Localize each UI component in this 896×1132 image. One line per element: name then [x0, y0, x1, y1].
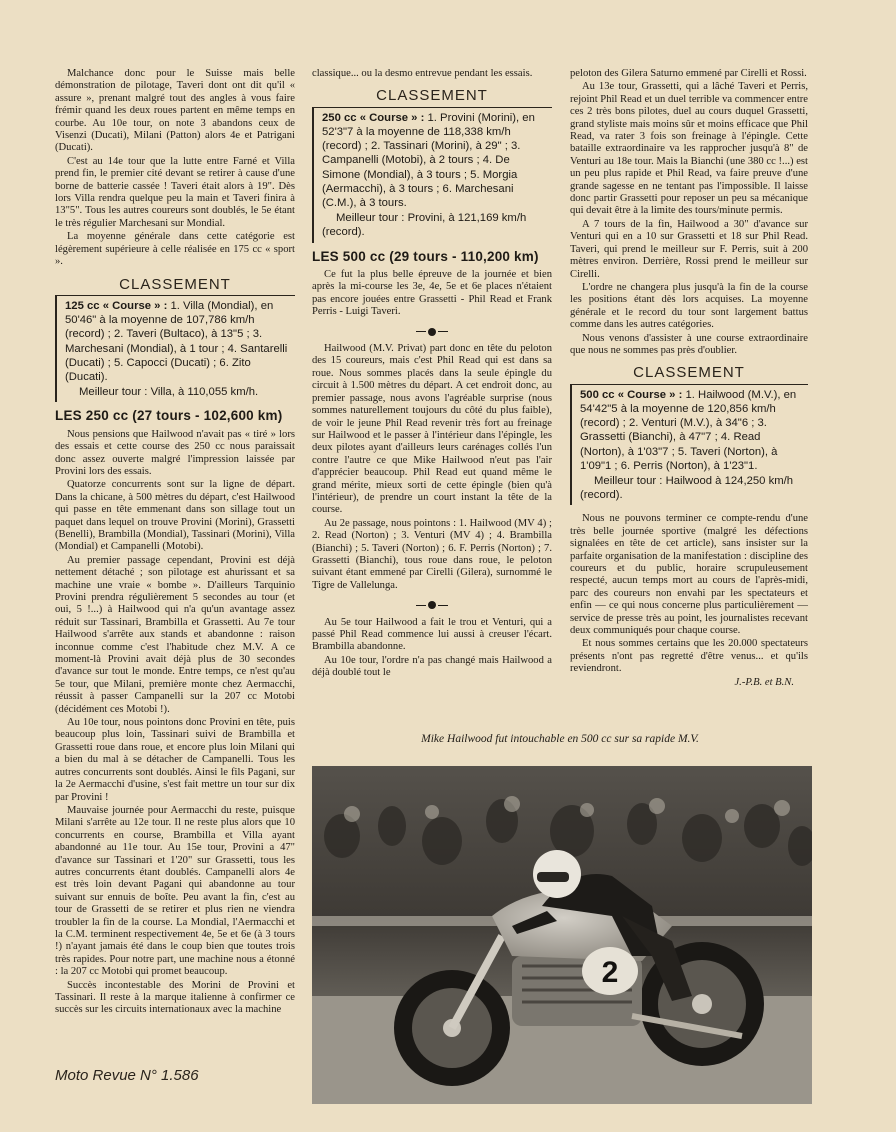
paragraph: Et nous sommes certains que les 20.000 spectateurs présents n'ont pas regretté d'être venus... et qu'ils reviendront. — [570, 638, 808, 675]
paragraph: Au 10e tour, l'ordre n'a pas changé mais Hailwood a déjà doublé tout le — [312, 654, 552, 679]
separator-ornament — [312, 598, 552, 610]
best-lap: Meilleur tour : Villa, à 110,055 km/h. — [79, 386, 259, 399]
result-text: 1. Hailwood (M.V.), en 54'42"5 à la moyenne de 120,856 km/h (record) ; 2. Venturi (M.V.), à 34"6 ; 3. Grassetti (Bianchi), à 47"7 ; 4. Read (Norton), à 1'03"7 ; 5. Taveri (Norton), à 1'09"1 ; 6. Perris (Norton), à 1'23"1. — [580, 388, 797, 472]
paragraph: classique... ou la desmo entrevue pendant les essais. — [312, 68, 533, 79]
photo-caption: Mike Hailwood fut intouchable en 500 cc sur sa rapide M.V. — [421, 733, 699, 745]
column-middle — [312, 68, 552, 681]
paragraph: Ce fut la plus belle épreuve de la journée et bien après la mi-course les 3e, 4e, 5e et 6e places n'étaient pas encore jouées entre Grassetti - Phil Read et Frank Perris - Luigi Taveri. — [312, 269, 552, 318]
section-title-250: LES 250 cc (27 tours - 102,600 km) — [55, 408, 283, 424]
author-signature: J.-P.B. et B.N. — [734, 676, 794, 688]
race-photo — [312, 766, 812, 1104]
result-title: 250 cc « Course » : — [322, 111, 425, 124]
results-500cc — [570, 384, 808, 506]
paragraph: Succès incontestable des Morini de Provini et Tassinari. Il reste à la marque italienne à confirmer ce succès sur les circuits internationaux avec la machine — [55, 979, 295, 1016]
paragraph: Nous venons d'assister à une course extraordinaire que nous ne sommes pas près d'oublier. — [570, 332, 808, 356]
race-number: 2 — [601, 956, 619, 989]
paragraph: Nous pensions que Hailwood n'avait pas « tiré » lors des essais et cette course des 250 cc nous paraissait donc assez ouverte malgré l'impression laissée par Provini lors des essais. — [55, 428, 295, 477]
paragraph: Mauvaise journée pour Aermacchi du reste, puisque Milani s'arrête au 12e tour. Il ne reste plus alors que 10 concurrents en course, Brambilla et Villa ayant abandonné au 11e tour. Au 15e tour, Provini a 47" d'avance sur Tassinari et 1'20" sur Grassetti, tous les autres concurrents étant doublés. Campanelli alors 4e est très loin devant Pagani qui abandonne au tour suivant sur ennuis de boîte. Peu avant la fin, c'est au tour de Grassetti de se retirer et plus rien ne viendra troubler la fin de la course. La Mondial, l'Aermacchi et la C.M. terminent respectivement 4e, 5e et 6e (à 3 tours !) n'ayant jamais été dans le coup bien que toutes trois très rapides. Pour notre part, une machine nous a étonné : la 207 cc Motobi qui promet beaucoup. — [55, 804, 295, 978]
page-footer: Moto Revue N° 1.586 — [55, 1067, 199, 1084]
paragraph: Au 5e tour Hailwood a fait le trou et Venturi, qui a passé Phil Read commence lui aussi à creuser l'écart. Brambilla abandonne. — [312, 616, 552, 653]
result-title: 125 cc « Course » : — [65, 299, 168, 312]
classement-heading: CLASSEMENT — [376, 87, 488, 105]
result-title: 500 cc « Course » : — [580, 388, 683, 401]
paragraph: Au premier passage cependant, Provini est déjà nettement détaché ; son pilotage est ahurissant et sa machine une vraie « bombe ». D'ailleurs Tarquinio Provini prendra régulièrement 5 secondes au tour (et oui, 5 !...) à Hailwood qui n'a qu'un avantage assez réduit sur Tassinari, Brambilla et Grassetti. Au 7e tour Hailwood s'arrête aux stands et abandonne : raison inconnue comme c'est l'habitude chez M.V. A ce moment-là Provini avait déjà plus de 30 secondes d'avance sur tout le monde. Entre temps, ce n'est qu'au 5e tour, que Milani, première monte chez Aermacchi, réussit à passer Campanelli sur la 207 cc Motobi (décidément ces Motobi !). — [55, 554, 295, 715]
classement-heading: CLASSEMENT — [119, 275, 231, 293]
paragraph: Malchance donc pour le Suisse mais belle démonstration de pilotage, Taveri dont ont dit qu'il « assure », prenant malgré tout des angles à vous faire frémir quand les deux roues partent en même temps en courbe. Au 10e tour, on note 3 abandons ceux de Visenzi (Ducati), Milani (Patton) alors 4e et Patrigani (Ducati). — [55, 68, 295, 154]
paragraph: C'est au 14e tour que la lutte entre Farné et Villa prend fin, le premier cité devant se retirer à cause d'une borne de batterie cassée ! Taveri était alors à 19". Dès lors Villa rendra quelque peu la main et Taveri finira à 13"5". Tous les autres coureurs sont doublés, le 5e étant le très régulier Marchesani sur Mondial. — [55, 155, 295, 229]
best-lap: Meilleur tour : Provini, à 121,169 km/h (record). — [322, 212, 527, 239]
results-125cc — [55, 295, 295, 402]
best-lap: Meilleur tour : Hailwood à 124,250 km/h (record). — [580, 474, 794, 502]
paragraph: peloton des Gilera Saturno emmené par Cirelli et Rossi. — [570, 68, 807, 79]
result-text: 1. Provini (Morini), en 52'3"7 à la moyenne de 118,338 km/h (record) ; 2. Tassinari (Morini), à 29" ; 3. Campanelli (Motobi), à 2 tours ; 4. De Simone (Mondial), à 3 tours ; 5. Morgia (Aermacchi), à 3 tours ; 6. Marchesani (C.M.), à 3 tours. — [322, 111, 535, 210]
motorcycle-racer-image — [312, 766, 812, 1104]
column-right — [570, 68, 808, 689]
paragraph: Au 2e passage, nous pointons : 1. Hailwood (MV 4) ; 2. Read (Norton) ; 3. Venturi (MV 4) ; 4. Brambilla (Bianchi) ; 5. Taveri (Norton) ; 6. F. Perris (Norton) ; 7. Grassetti (Bianchi), tous roue dans roue, le peloton suivant étant emmené par Cirelli (Gilera), surnommé le Tigre de Vallelunga. — [312, 517, 552, 591]
results-250cc — [312, 107, 552, 243]
paragraph: L'ordre ne changera plus jusqu'à la fin de la course les positions étant dès lors acquises. La moyenne générale et le record du tour sont largement battus comme dans les autres catégories. — [570, 281, 808, 331]
column-left — [55, 68, 295, 1018]
separator-ornament — [312, 325, 552, 337]
paragraph: Au 13e tour, Grassetti, qui a lâché Taveri et Perris, rejoint Phil Read et un duel terrible va commencer entre ces 2 très bons pilotes, duel au cours duquel Grassetti, grand styliste mais moins sûr et moins efficace que Phil Read, va rater 3 fois son freinage à l'épingle. Cette bataille extraordinaire va les rapprocher jusqu'à 8" de Venturi au 18e tour. Mais la Bianchi (une 380 cc !...) est un peu plus rapide et Phil Read, va faire preuve d'une grande sagesse en ne tentant pas l'impossible. Il laisse donc partir Grassetti pour reposer un peu sa mécanique qui devait être à la limite des tours/minute permis. — [570, 81, 808, 217]
paragraph: Quatorze concurrents sont sur la ligne de départ. Dans la chicane, à 500 mètres du départ, c'est Hailwood qui passe en tête emmenant dans son sillage tout un paquet dans lequel on trouve Provini (Morini), Grassetti (Benelli), Brambilla (Mondial), Tassinari (Morini), Villa (Mondial) et Campanelli (Motobi). — [55, 479, 295, 553]
paragraph: A 7 tours de la fin, Hailwood a 30" d'avance sur Venturi qui en a 10 sur Grassetti et 18 sur Phil Read. Taveri, qui prend le meilleur sur F. Perris, suit à 200 mètres environ. Derrière, Rossi prend le meilleur sur Cirelli. — [570, 218, 808, 280]
paragraph: Hailwood (M.V. Privat) part donc en tête du peloton des 15 coureurs, mais c'est Phil Read qui est dans sa roue. Nous sommes placés dans la seule épingle du circuit à 1.500 mètres du départ. A cet endroit donc, au premier passage, nous avons l'agréable surprise (nous sommes naturellement toujours du côté du plus faible), de voir le jeune Phil Read revenir très fort au freinage sur Hailwood et le passer à l'intérieur dans l'épingle, les deux pilotes ayant d'ailleurs leurs carénages collés l'un contre l'autre ce que Mike Hailwood n'eut pas l'air d'apprécier beaucoup. Phil Read eut quand même le grand mérite, mieux sorti de cette épingle (bien qu'à l'intérieur), de prendre un court instant la tête de la course. — [312, 343, 552, 516]
section-title-500: LES 500 cc (29 tours - 110,200 km) — [312, 248, 539, 264]
paragraph: La moyenne générale dans cette catégorie est légèrement supérieure à celle réalisée en 175 cc « sport ». — [55, 231, 295, 268]
paragraph: Nous ne pouvons terminer ce compte-rendu d'une très belle journée sportive (malgré les défections signalées en tête de cet article), sans insister sur la parfaite organisation de la manifestation : discipline des coureurs et du public, horaire scrupuleusement respecté, aucun temps mort au cours de l'après-midi, parc des coureurs non envahi par les spectateurs et enfin — ce qui nous concerne plus particulièrement — service de presse très au point, les journalistes recevant deux communiqués pour chaque course. — [570, 513, 808, 637]
result-text: 1. Villa (Mondial), en 50'46" à la moyenne de 107,786 km/h (record) ; 2. Taveri (Bultaco), à 13"5 ; 3. Marchesani (Mondial), à 1 tour ; 4. Santarelli (Ducati) ; 5. Capocci (Ducati) ; 6. Zito (Ducati). — [65, 299, 288, 383]
classement-heading: CLASSEMENT — [633, 364, 745, 382]
paragraph: Au 10e tour, nous pointons donc Provini en tête, puis beaucoup plus loin, Tassinari suivi de Brambilla et Grassetti roue dans roue, et encore plus loin Milani qui a bien du mal à se détacher de Campanelli. Tous les autres concurrents sont doublés. Ainsi le fils Pagani, sur la 2e Aermacchi d'usine, s'est fait mettre un tour sur dix par Provini ! — [55, 717, 295, 803]
